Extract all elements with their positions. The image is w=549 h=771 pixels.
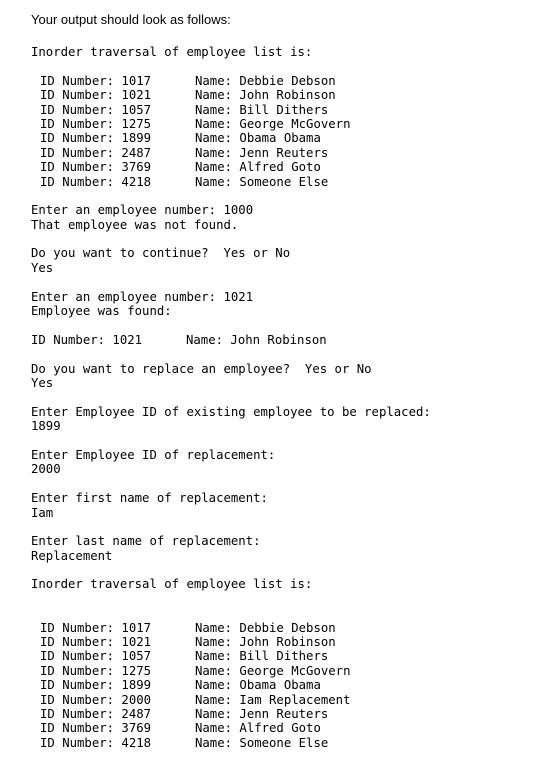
blank-line (31, 347, 541, 361)
replace-prompt: Do you want to replace an employee? Yes or No (31, 361, 372, 376)
blank-line (31, 189, 541, 203)
employee-name: Name: Iam Replacement (195, 692, 351, 707)
employee-row (31, 117, 541, 131)
employee-list (31, 74, 541, 189)
employee-row (31, 160, 541, 174)
search-result: Employee was found: (31, 304, 172, 319)
employee-row (31, 635, 541, 649)
employee-id: ID Number: 3769 (40, 160, 152, 175)
employee-id: ID Number: 4218 (40, 174, 152, 189)
list-heading: Inorder traversal of employee list is: (31, 45, 313, 59)
employee-name: Name: Debbie Debson (195, 620, 336, 635)
employee-row (31, 131, 541, 145)
continue-answer: Yes (31, 260, 54, 275)
employee-row (31, 621, 541, 635)
employee-row (31, 74, 541, 88)
employee-row (31, 693, 541, 707)
employee-name: Name: John Robinson (186, 332, 327, 347)
employee-name: Name: Jenn Reuters (195, 145, 329, 160)
employee-name: Name: Alfred Goto (195, 160, 321, 175)
employee-id: ID Number: 1899 (40, 678, 152, 693)
employee-id: ID Number: 1057 (40, 102, 152, 117)
employee-id: ID Number: 1275 (40, 116, 152, 131)
employee-id: ID Number: 1021 (40, 635, 152, 650)
employee-id: ID Number: 1899 (40, 131, 152, 146)
employee-id: ID Number: 2487 (40, 145, 152, 160)
employee-row (31, 88, 541, 102)
employee-list (31, 621, 541, 751)
replace-answer: Yes (31, 375, 54, 390)
employee-name: Name: Alfred Goto (195, 721, 321, 736)
employee-id: ID Number: 1021 (40, 88, 152, 103)
employee-name: Name: George McGovern (195, 116, 351, 131)
blank-line (31, 434, 541, 448)
employee-id: ID Number: 4218 (40, 735, 152, 750)
blank-line (31, 275, 541, 289)
employee-name: Name: Obama Obama (195, 131, 321, 146)
employee-name: Name: Someone Else (195, 735, 329, 750)
blank-line (31, 390, 541, 404)
search-prompt: Enter an employee number: 1000 (31, 203, 254, 218)
employee-row (31, 736, 541, 750)
employee-row (31, 146, 541, 160)
employee-name: Name: Jenn Reuters (195, 706, 329, 721)
blank-line (31, 318, 541, 332)
employee-row (31, 103, 541, 117)
search-result: That employee was not found. (31, 217, 239, 232)
intro-text: Your output should look as follows: (31, 12, 231, 27)
employee-row (31, 721, 541, 735)
employee-name: Name: Obama Obama (195, 678, 321, 693)
employee-name: Name: Bill Dithers (195, 102, 329, 117)
blank-line (31, 232, 541, 246)
first-name-prompt: Enter first name of replacement: (31, 491, 268, 506)
last-name-answer: Replacement (31, 548, 113, 563)
replacement-id-answer: 2000 (31, 462, 61, 477)
employee-id: ID Number: 1275 (40, 663, 152, 678)
employee-name: Name: George McGovern (195, 663, 351, 678)
existing-id-answer: 1899 (31, 419, 61, 434)
console-output (31, 45, 541, 750)
employee-id: ID Number: 3769 (40, 721, 152, 736)
employee-row (31, 707, 541, 721)
employee-row (31, 649, 541, 663)
employee-name: Name: Debbie Debson (195, 73, 336, 88)
blank-lines (31, 592, 541, 621)
employee-name: Name: John Robinson (195, 88, 336, 103)
employee-id: ID Number: 2000 (40, 692, 152, 707)
employee-name: Name: Bill Dithers (195, 649, 329, 664)
employee-row (31, 678, 541, 692)
blank-line (31, 477, 541, 491)
employee-row (31, 175, 541, 189)
employee-id: ID Number: 1017 (40, 620, 152, 635)
list-heading: Inorder traversal of employee list is: (31, 577, 313, 592)
continue-prompt: Do you want to continue? Yes or No (31, 246, 291, 261)
employee-id: ID Number: 1057 (40, 649, 152, 664)
blank-line (31, 563, 541, 577)
first-name-answer: Iam (31, 505, 54, 520)
employee-row (31, 664, 541, 678)
employee-id: ID Number: 2487 (40, 706, 152, 721)
employee-id: ID Number: 1017 (40, 73, 152, 88)
blank-line (31, 59, 541, 73)
search-prompt: Enter an employee number: 1021 (31, 289, 254, 304)
blank-line (31, 520, 541, 534)
employee-name: Name: Someone Else (195, 174, 329, 189)
last-name-prompt: Enter last name of replacement: (31, 534, 261, 549)
found-employee-row (31, 333, 541, 347)
replacement-id-prompt: Enter Employee ID of replacement: (31, 447, 276, 462)
existing-id-prompt: Enter Employee ID of existing employee to be replaced: (31, 404, 431, 419)
employee-id: ID Number: 1021 (31, 332, 143, 347)
employee-name: Name: John Robinson (195, 635, 336, 650)
